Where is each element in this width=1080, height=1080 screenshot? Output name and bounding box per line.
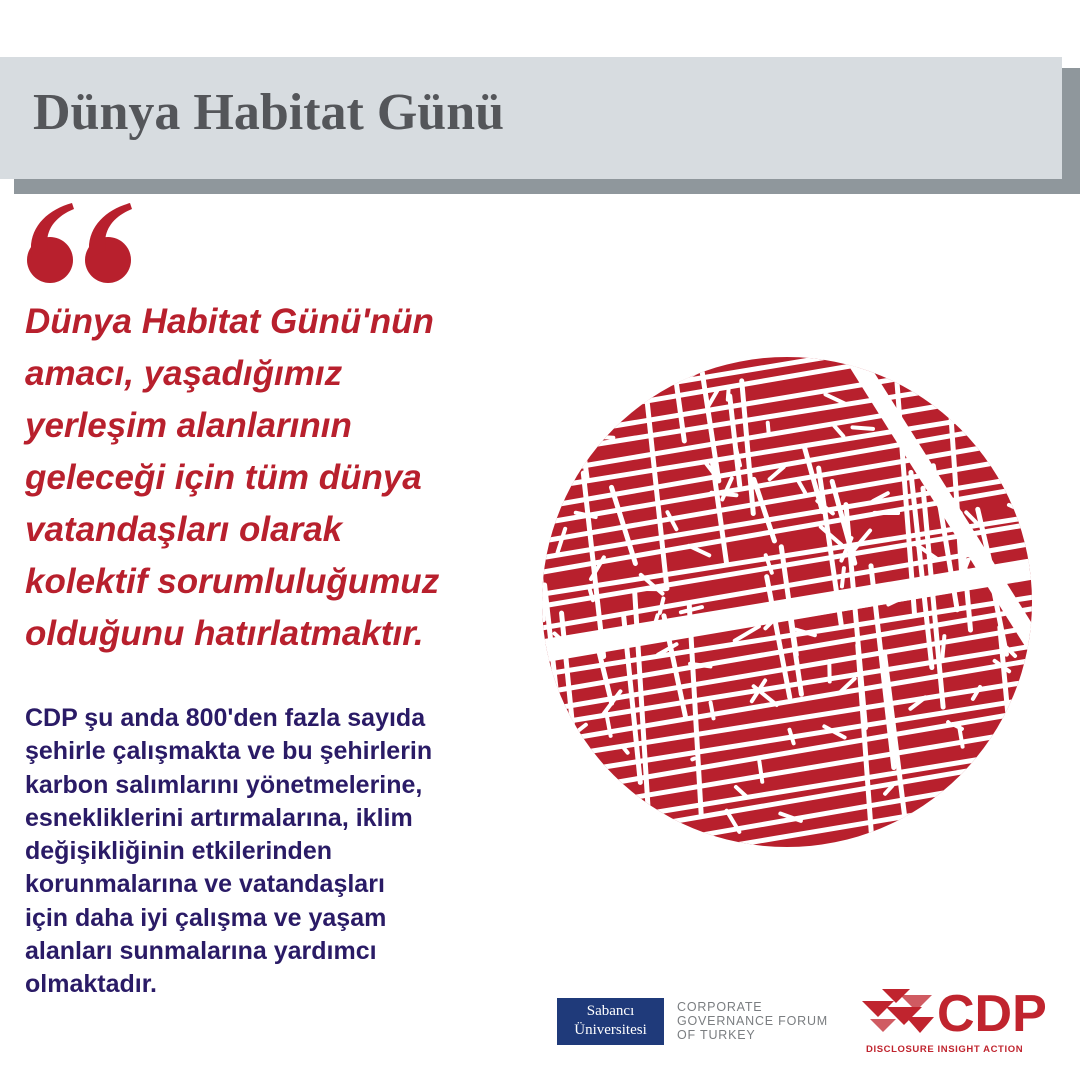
body-line: korunmalarına ve vatandaşları: [25, 870, 385, 899]
quote-line: kolektif sorumluluğumuz: [25, 562, 440, 601]
logo-line: Üniversitesi: [574, 1022, 647, 1038]
city-map-circle-icon: [540, 355, 1034, 849]
body-line: alanları sunmalarına yardımcı: [25, 937, 377, 966]
body-line: karbon salımlarını yönetmelerine,: [25, 770, 423, 799]
quote-text: [25, 296, 525, 660]
quote-line: amacı, yaşadığımız: [25, 354, 343, 393]
body-line: şehirle çalışmakta ve bu şehirlerin: [25, 737, 433, 766]
body-line: CDP şu anda 800'den fazla sayıda: [25, 704, 426, 732]
page-title: Dünya Habitat Günü: [33, 84, 505, 141]
body-line: için daha iyi çalışma ve yaşam: [25, 903, 387, 932]
logo-line: Sabancı: [586, 1003, 635, 1019]
quote-open-icon: [20, 200, 138, 286]
cgf-line: GOVERNANCE FORUM: [677, 1014, 829, 1028]
body-paragraph: [25, 702, 525, 1002]
cgf-logo-text: [677, 1000, 857, 1042]
cgf-line: OF TURKEY: [677, 1028, 756, 1042]
quote-line: vatandaşları olarak: [25, 510, 343, 549]
quote-line: yerleşim alanlarının: [25, 406, 352, 445]
sabanci-university-logo: [557, 998, 664, 1045]
quote-line: geleceği için tüm dünya: [25, 458, 422, 497]
cgf-line: CORPORATE: [677, 1000, 763, 1014]
body-line: değişikliğinin etkilerinden: [25, 837, 333, 866]
cdp-logo-icon: [860, 987, 936, 1039]
quote-line: olduğunu hatırlatmaktır.: [25, 614, 424, 653]
body-line: esnekliklerini artırmalarına, iklim: [25, 803, 413, 832]
body-line: olmaktadır.: [25, 970, 157, 999]
cdp-logo-tagline: DISCLOSURE INSIGHT ACTION: [866, 1044, 1024, 1055]
quote-line: Dünya Habitat Günü'nün: [25, 302, 434, 341]
cdp-logo-wordmark: CDP: [937, 985, 1047, 1043]
